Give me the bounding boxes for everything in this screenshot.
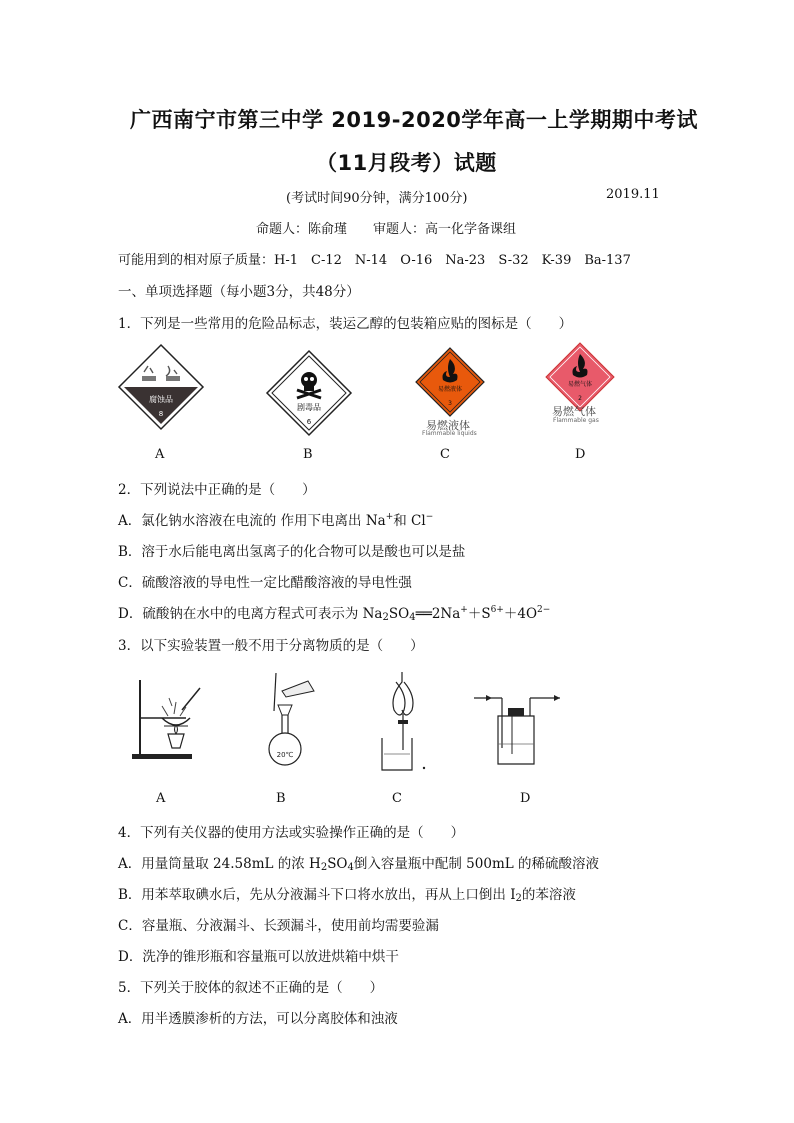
exam-info: (考试时间90分钟，满分100分)	[286, 191, 468, 206]
q1-stem: 1．下列是一些常用的危险品标志，装运乙醇的包装箱应贴的图标是（ ）	[118, 316, 573, 332]
q3-letter-a: A	[156, 791, 166, 806]
exam-date: 2019.11	[606, 187, 660, 202]
q1-letter-c: C	[440, 447, 450, 462]
flammable-gas-sign-num: 2	[578, 395, 582, 402]
q3-stem: 3．以下实验装置一般不用于分离物质的是（ ）	[118, 638, 424, 654]
corrosive-sign-text: 腐蚀品	[149, 395, 173, 404]
volumetric-flask-icon	[258, 671, 318, 767]
q5-stem: 5．下列关于胶体的叙述不正确的是（ ）	[118, 980, 384, 996]
q4-option-b: B．用苯萃取碘水后，先从分液漏斗下口将水放出，再从上口倒出 $I_2$的苯溶液	[118, 887, 576, 904]
q1-letter-b: B	[303, 447, 313, 462]
flammable-gas-caption: 易燃气体	[552, 405, 596, 418]
exam-subtitle: （11月段考）试题	[316, 151, 497, 175]
q2-option-b: B．溶于水后能电离出氢离子的化合物可以是酸也可以是盐	[118, 544, 466, 560]
exam-authors: 命题人：陈俞瑾 审题人：高一化学备课组	[256, 222, 517, 237]
q1-letter-a: A	[155, 447, 165, 462]
toxic-sign-num: 6	[306, 418, 312, 426]
q3-letter-d: D	[520, 791, 531, 806]
q2-option-c: C．硫酸溶液的导电性一定比醋酸溶液的导电性强	[118, 575, 412, 591]
corrosive-sign-icon	[118, 344, 204, 430]
exam-title: 广西南宁市第三中学 2019-2020学年高一上学期期中考试	[130, 108, 698, 132]
flammable-liquid-sign-icon	[415, 347, 485, 417]
flammable-liquid-caption: 易燃液体	[426, 419, 470, 432]
flammable-liquid-sign-num: 3	[448, 400, 452, 407]
toxic-sign-text: 剧毒品	[297, 403, 321, 412]
q4-option-a: A．用量筒量取 24.58mL 的浓 $H_2SO_4$倒入容量瓶中配制 500mL 的稀硫酸溶液	[118, 856, 600, 873]
volumetric-flask-mark: 20℃	[276, 751, 294, 759]
flammable-gas-caption-en: Flammable gas	[553, 417, 599, 424]
separatory-funnel-icon	[376, 668, 432, 776]
q3-letter-b: B	[276, 791, 286, 806]
atomic-masses: 可能用到的相对原子质量：H-1 C-12 N-14 O-16 Na-23 S-32 K-39 Ba-137	[118, 253, 631, 268]
q5-option-a: A．用半透膜渗析的方法，可以分离胶体和浊液	[118, 1011, 398, 1027]
flammable-liquid-sign-text: 易燃液体	[437, 386, 463, 393]
evaporation-apparatus-icon	[128, 676, 208, 762]
q2-option-a: A．氯化钠水溶液在电流的 作用下电离出 Na+和 Cl−	[118, 512, 434, 529]
q2-stem: 2．下列说法中正确的是（ ）	[118, 482, 316, 498]
section-heading: 一、单项选择题（每小题3分，共48分）	[118, 284, 360, 300]
corrosive-sign-num: 8	[158, 410, 164, 418]
q4-option-d: D．洗净的锥形瓶和容量瓶可以放进烘箱中烘干	[118, 949, 399, 965]
q2-option-d: D．硫酸钠在水中的电离方程式可表示为 $Na_2SO_4══2Na^++S^{6+}+4O^{2-}$	[118, 605, 551, 623]
flammable-liquid-caption-en: Flammable liquids	[422, 430, 477, 437]
q1-letter-d: D	[575, 447, 586, 462]
q4-option-c: C．容量瓶、分液漏斗、长颈漏斗，使用前均需要验漏	[118, 918, 439, 934]
toxic-sign-icon	[266, 350, 352, 436]
q4-stem: 4．下列有关仪器的使用方法或实验操作正确的是（ ）	[118, 825, 465, 841]
flammable-gas-sign-icon	[545, 342, 615, 412]
flammable-gas-sign-text: 易燃气体	[567, 381, 593, 388]
q3-letter-c: C	[392, 791, 402, 806]
gas-washing-bottle-icon	[472, 688, 564, 768]
